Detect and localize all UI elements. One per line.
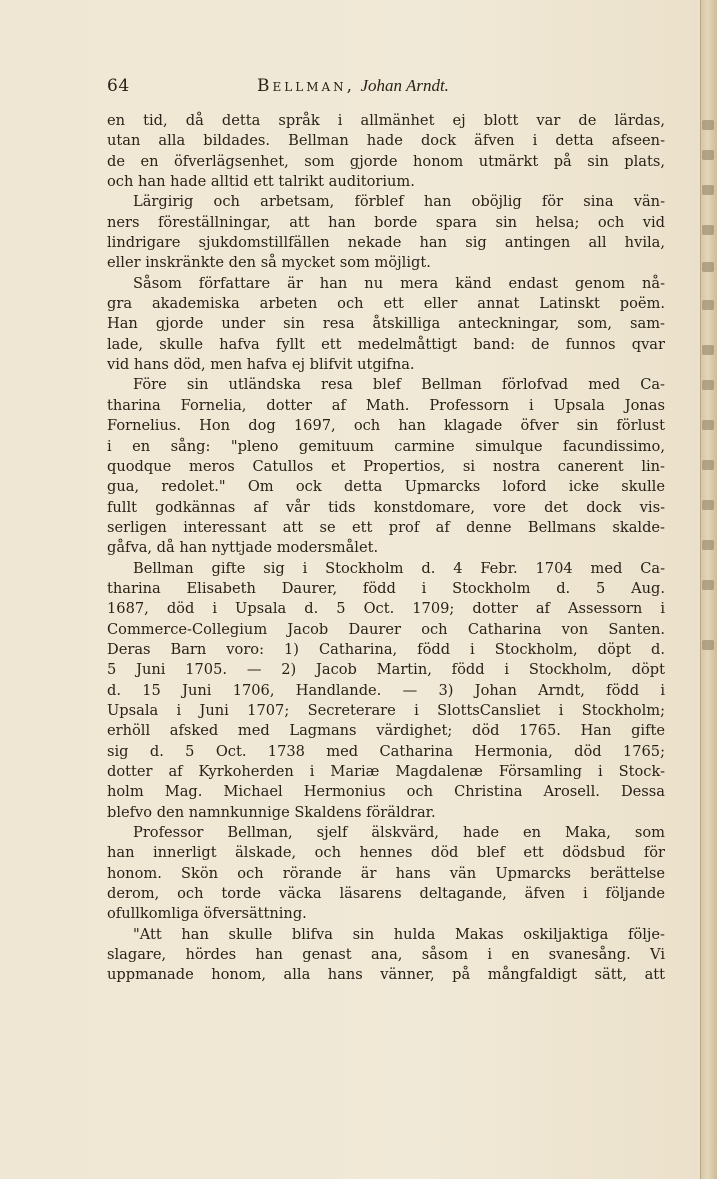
edge-mark bbox=[702, 640, 714, 650]
running-title bbox=[257, 76, 449, 96]
text-line: honom. Skön och rörande är hans vän Upmarcks berättelse bbox=[107, 864, 665, 882]
page-header bbox=[107, 76, 667, 100]
edge-mark bbox=[702, 540, 714, 550]
text-line: blefvo den namnkunnige Skaldens föräldrar. bbox=[107, 803, 436, 821]
text-line: 1687, död i Upsala d. 5 Oct. 1709; dotter af Assessorn i bbox=[107, 600, 665, 618]
text-line: gåfva, då han nyttjade modersmålet. bbox=[107, 539, 379, 557]
edge-mark bbox=[702, 345, 714, 355]
text-line: tharina Fornelia, dotter af Math. Professorn i Upsala Jonas bbox=[107, 396, 665, 414]
edge-mark bbox=[702, 300, 714, 310]
text-line: Professor Bellman, sjelf älskvärd, hade en Maka, som bbox=[133, 824, 665, 842]
text-line: dotter af Kyrkoherden i Mariæ Magdalenæ Församling i Stock- bbox=[107, 763, 665, 780]
text-line: Lärgirig och arbetsam, förblef han oböjlig för sina vän- bbox=[133, 193, 665, 211]
text-line: Han gjorde under sin resa åtskilliga anteckningar, som, sam- bbox=[107, 315, 665, 333]
text-line: 5 Juni 1705. — 2) Jacob Martin, född i Stockholm, döpt bbox=[107, 661, 665, 679]
text-line: erhöll afsked med Lagmans värdighet; död 1765. Han gifte bbox=[107, 722, 665, 740]
text-line: Såsom författare är han nu mera känd endast genom nå- bbox=[133, 274, 665, 292]
edge-mark bbox=[702, 420, 714, 430]
text-line: gra akademiska arbeten och ett eller annat Latinskt poëm. bbox=[107, 295, 665, 313]
edge-mark bbox=[702, 185, 714, 195]
text-line: Deras Barn voro: 1) Catharina, född i Stockholm, döpt d. bbox=[107, 640, 665, 658]
text-line: tharina Elisabeth Daurer, född i Stockholm d. 5 Aug. bbox=[107, 579, 665, 597]
text-line: fullt godkännas af vår tids konstdomare, vore det dock vis- bbox=[107, 498, 665, 516]
text-line: Upsala i Juni 1707; Secreterare i SlottsCansliet i Stockholm; bbox=[107, 701, 665, 719]
page-number: 64 bbox=[107, 76, 130, 96]
text-line: vid hans död, men hafva ej blifvit utgifna. bbox=[107, 356, 415, 374]
text-line: serligen interessant att se ett prof af denne Bellmans skalde- bbox=[107, 518, 665, 536]
edge-mark bbox=[702, 225, 714, 235]
text-line: Före sin utländska resa blef Bellman förlofvad med Ca- bbox=[133, 376, 665, 394]
text-line: han innerligt älskade, och hennes död blef ett dödsbud för bbox=[107, 844, 665, 862]
text-line: en tid, då detta språk i allmänhet ej blott var de lärdas, bbox=[107, 112, 665, 129]
text-line: eller inskränkte den så mycket som möjligt. bbox=[107, 254, 431, 272]
text-line: i en sång: "pleno gemituum carmine simulque facundissimo, bbox=[107, 437, 665, 455]
text-line: holm Mag. Michael Hermonius och Christina Arosell. Dessa bbox=[107, 783, 665, 801]
text-line: quodque meros Catullos et Propertios, si nostra canerent lin- bbox=[107, 457, 665, 475]
text-line: lade, skulle hafva fyllt ett medelmåttigt band: de funnos qvar bbox=[107, 335, 665, 353]
text-line: ners föreställningar, att han borde spara sin helsa; och vid bbox=[107, 213, 665, 231]
edge-mark bbox=[702, 262, 714, 272]
edge-mark bbox=[702, 120, 714, 130]
text-line: uppmanade honom, alla hans vänner, på mångfaldigt sätt, att bbox=[107, 966, 665, 984]
text-line: "Att han skulle blifva sin hulda Makas oskiljaktiga följe- bbox=[133, 925, 665, 943]
body-text bbox=[107, 111, 665, 986]
running-subject: Johan Arndt. bbox=[360, 76, 449, 95]
text-line: gua, redolet." Om ock detta Upmarcks loford icke skulle bbox=[107, 478, 665, 496]
text-line: d. 15 Juni 1706, Handlande. — 3) Johan Arndt, född i bbox=[107, 681, 665, 699]
edge-mark bbox=[702, 460, 714, 470]
text-line: utan alla bildades. Bellman hade dock äfven i detta afseen- bbox=[107, 132, 665, 150]
text-line: och han hade alltid ett talrikt auditorium. bbox=[107, 173, 415, 191]
edge-mark bbox=[702, 580, 714, 590]
text-line: Fornelius. Hon dog 1697, och han klagade öfver sin förlust bbox=[107, 417, 665, 435]
text-line: Commerce-Collegium Jacob Daurer och Catharina von Santen. bbox=[107, 620, 665, 638]
text-line: derom, och torde väcka läsarens deltagande, äfven i följande bbox=[107, 885, 665, 903]
edge-mark bbox=[702, 380, 714, 390]
text-line: ofullkomliga öfversättning. bbox=[107, 905, 307, 923]
edge-mark bbox=[702, 500, 714, 510]
text-line: slagare, hördes han genast ana, såsom i en svanesång. Vi bbox=[107, 946, 665, 964]
text-line: Bellman gifte sig i Stockholm d. 4 Febr. 1704 med Ca- bbox=[133, 559, 665, 577]
text-line: lindrigare sjukdomstillfällen nekade han sig antingen all hvila, bbox=[107, 234, 665, 252]
text-line: sig d. 5 Oct. 1738 med Catharina Hermonia, död 1765; bbox=[107, 742, 665, 760]
edge-mark bbox=[702, 150, 714, 160]
running-author: Bellman, bbox=[257, 76, 356, 96]
text-line: de en öfverlägsenhet, som gjorde honom utmärkt på sin plats, bbox=[107, 152, 665, 170]
